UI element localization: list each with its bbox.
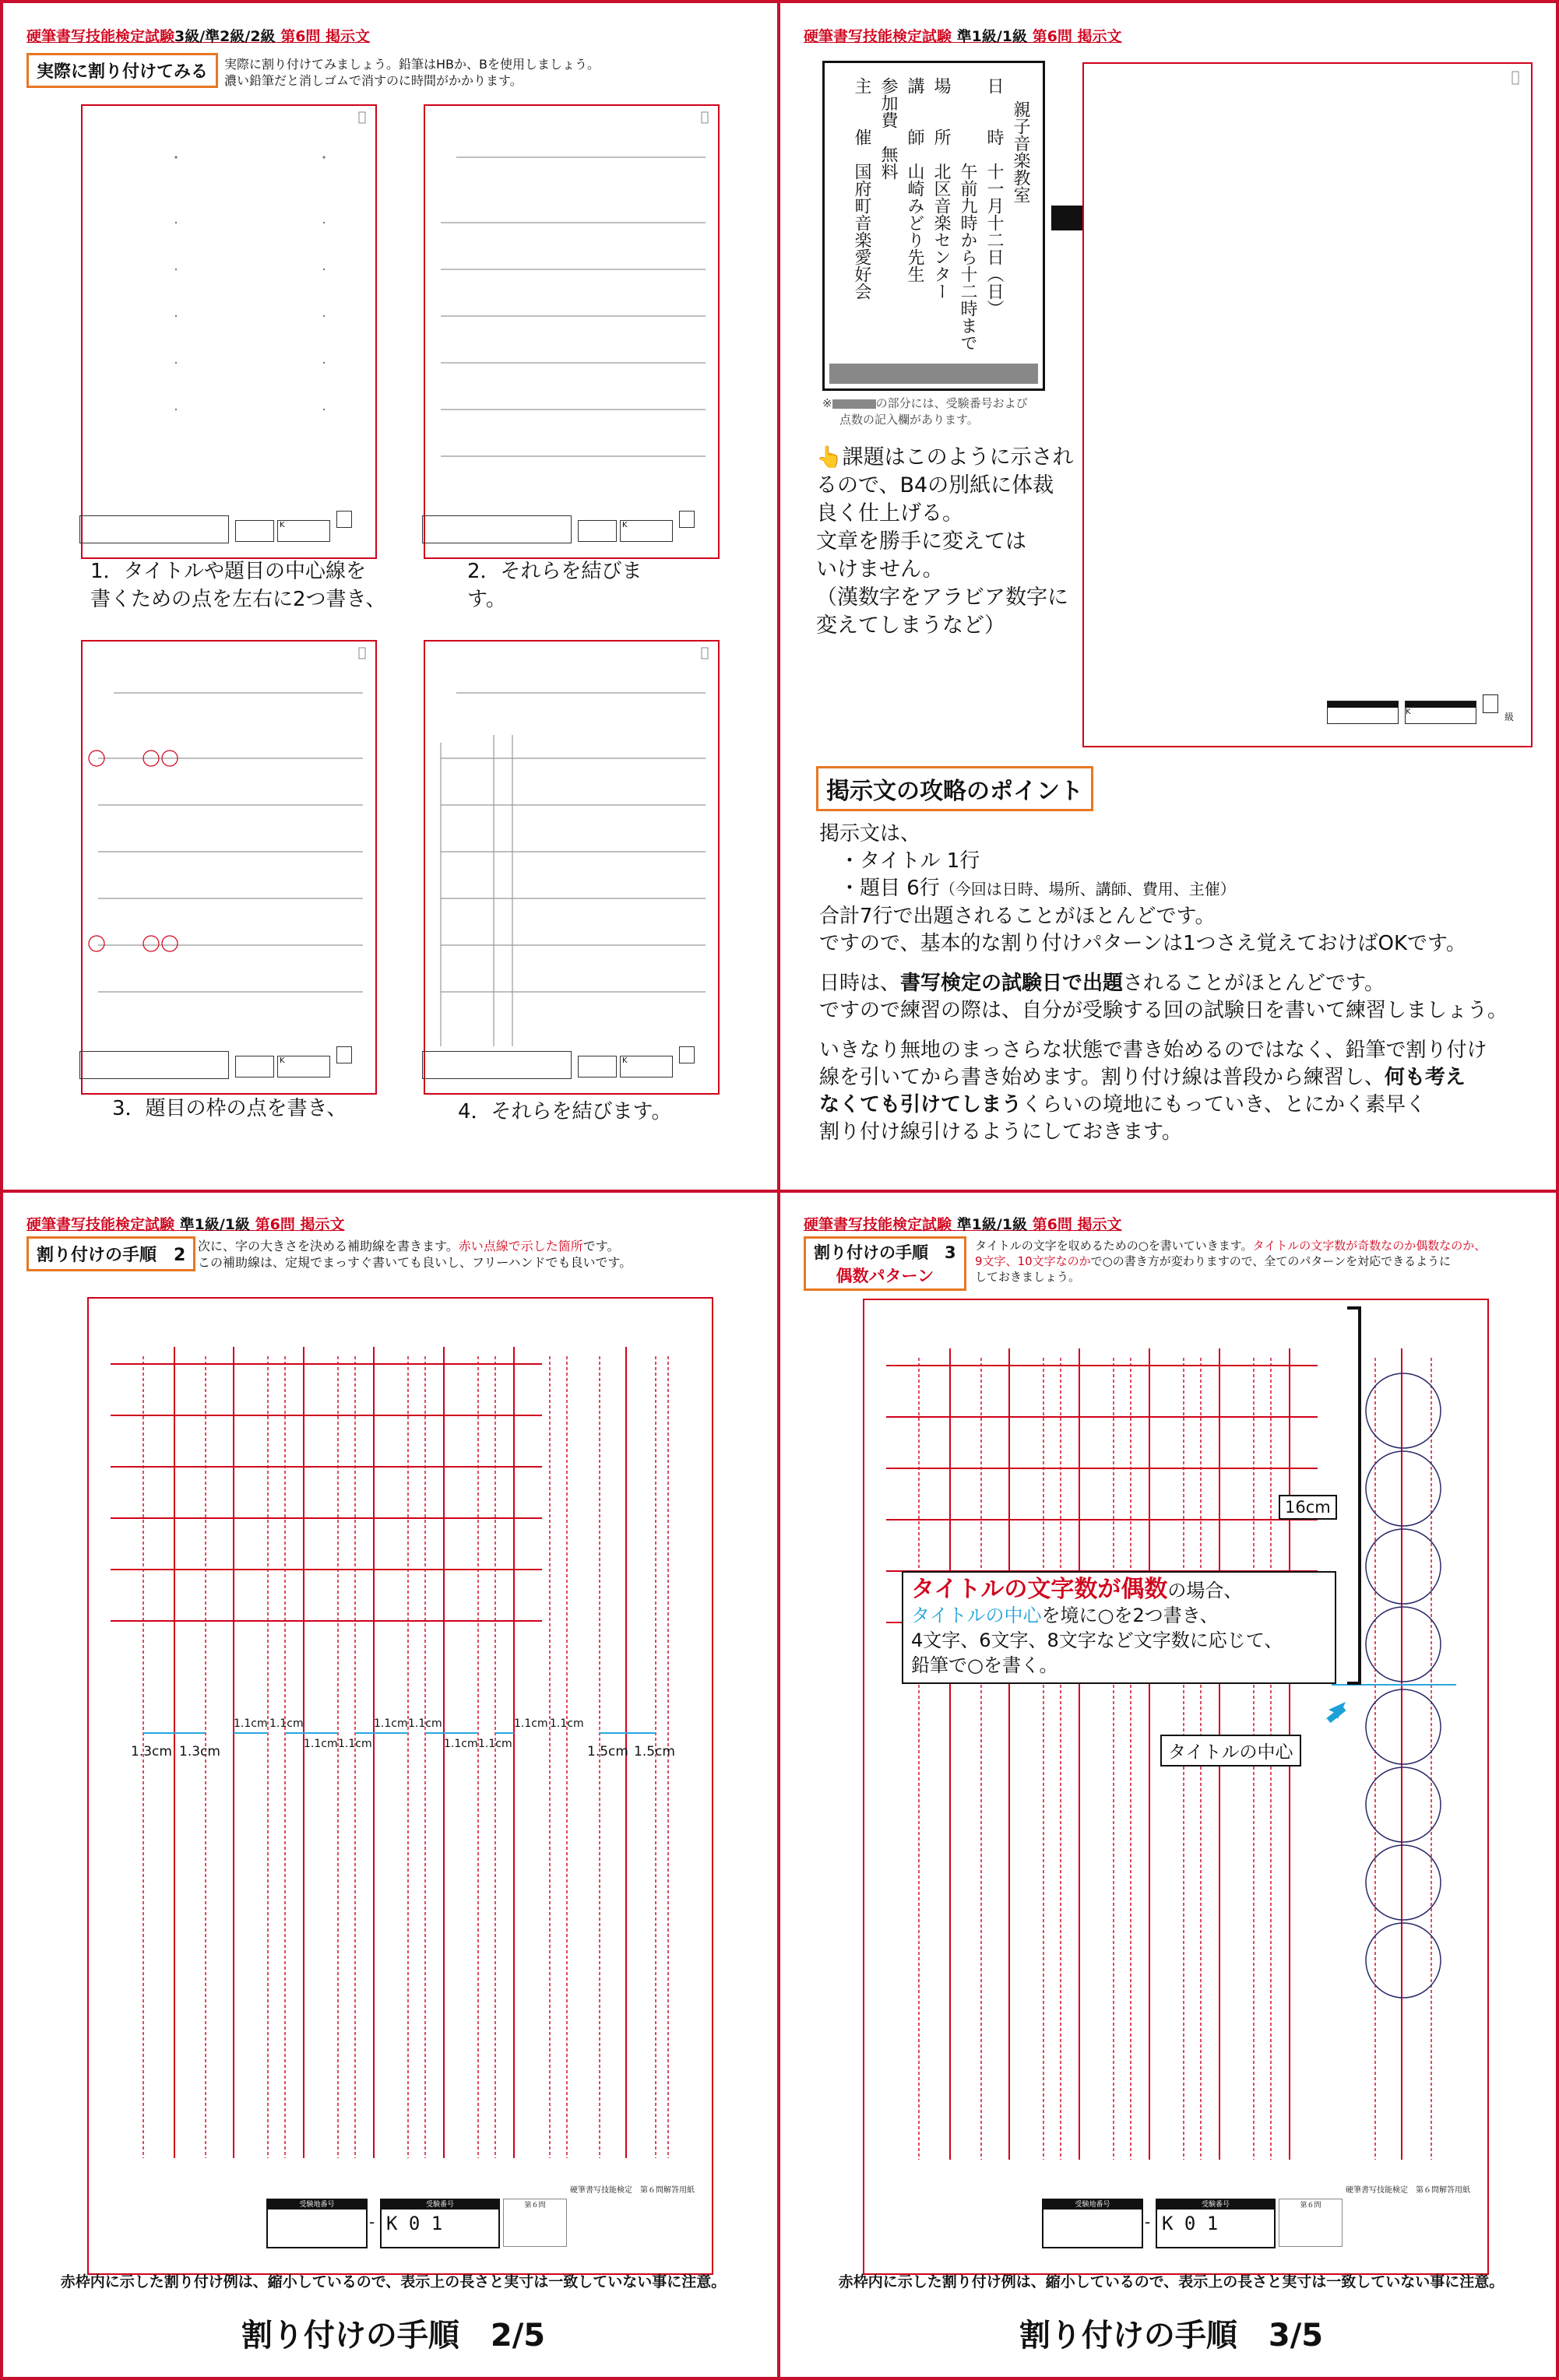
caption-step-4: 4．それらを結びます。 bbox=[458, 1100, 672, 1123]
intro-text: 実際に割り付けてみましょう。鉛筆はHBか、Bを使用しましょう。 濃い鉛筆だと消しゴムで消すのに時間がかかります。 bbox=[224, 57, 600, 88]
description-line: 文章を勝手に変えては bbox=[816, 529, 1026, 554]
caption-step-2: 2．それらを結びま す。 bbox=[467, 560, 642, 611]
caption-step-1: 1．タイトルや題目の中心線を 書くための点を左右に2つ書き、 bbox=[90, 560, 386, 611]
notice-line: 講 師 山崎みどり先生 bbox=[905, 77, 924, 283]
description-line: （漢数字をアラビア数字に bbox=[816, 585, 1068, 610]
section-label: 割り付けの手順 3 偶数パターン bbox=[804, 1236, 966, 1291]
section-label: 割り付けの手順 2 bbox=[26, 1236, 195, 1271]
panel-header: 硬筆書写技能検定試験 準1級/1級 第6問 掲示文 bbox=[804, 1216, 1122, 1233]
measure-label: 1.3cm bbox=[131, 1744, 172, 1760]
notice-line: 日 時 十一月十二日（日） bbox=[984, 77, 1004, 317]
measure-label: 1.1cm bbox=[514, 1717, 548, 1730]
point-title: 掲示文の攻略のポイント bbox=[816, 766, 1093, 811]
layout-example-sheet bbox=[87, 1297, 713, 2275]
center-label: タイトルの中心 bbox=[1160, 1735, 1301, 1767]
dimension-label: 16cm bbox=[1279, 1495, 1337, 1520]
answer-form: K 級 bbox=[1327, 691, 1514, 733]
practice-sheet-3 bbox=[81, 640, 377, 1095]
description-line: るので、B4の別紙に体裁 bbox=[816, 473, 1054, 497]
notice-line: 午前九時から十二時まで bbox=[958, 77, 977, 351]
measure-label: 1.1cm bbox=[550, 1717, 584, 1730]
point-text: 掲示文は、 ・タイトル 1行 ・題目 6行（今回は日時、場所、講師、費用、主催） 合計7行で出題されることがほとんどです。 ですので、基本的な割り付けパターンは1つさえ覚えておけばOKです。 日時は、書写検定の試験日で出題されることがほとんどです。 ですので練習の際は、自分が受験する回の試験日を書いて練習しましょう。 いきなり無地のまっさらな状態で書き始めるのではなく、鉛筆で割り付け 線を引いてから書き始めます。割り付け線は普段から練習し、何も考え なくても引けてしまうくらいの境地にもっていき、とにかく素早く 割り付け線引けるようにしておきます。 bbox=[819, 822, 1508, 1144]
measure-label: 1.1cm bbox=[234, 1717, 268, 1730]
explanation-callout: タイトルの文字数が偶数の場合、 タイトルの中心を境に○を2つ書き、 4文字、6文字、8文字など文字数に応じて、 鉛筆で○を書く。 bbox=[902, 1571, 1336, 1684]
layout-example-sheet bbox=[863, 1299, 1489, 2275]
scale-note: 赤枠内に示した割り付け例は、縮小しているので、表示上の長さと実寸は一致していない事に注意。 bbox=[60, 2273, 727, 2290]
scale-note: 赤枠内に示した割り付け例は、縮小しているので、表示上の長さと実寸は一致していない事に注意。 bbox=[838, 2273, 1504, 2290]
notice-line: 参加費 無料 bbox=[878, 77, 898, 180]
panel-header: 硬筆書写技能検定試験3級/準2級/2級 第6問 掲示文 bbox=[26, 28, 371, 45]
page-title: 割り付けの手順 2/5 bbox=[241, 2318, 546, 2354]
section-label: 実際に割り付けてみる bbox=[26, 53, 218, 88]
practice-sheet-2 bbox=[424, 104, 720, 559]
notice-sample bbox=[822, 61, 1045, 391]
task-description bbox=[816, 444, 1074, 640]
panel-step-3 bbox=[777, 1190, 1559, 2380]
guideline-drawing bbox=[89, 1299, 712, 2273]
answer-form: 硬筆書写技能検定 第６問解答用紙 受験地番号 - 受験番号 K 0 1 第６問 bbox=[266, 2183, 702, 2262]
guideline-drawing bbox=[864, 1300, 1487, 2273]
practice-sheet-4 bbox=[424, 640, 720, 1095]
intro-text: 次に、字の大きさを決める補助線を書きます。赤い点線で示した箇所です。 この補助線は、定規でまっすぐ書いても良いし、フリーハンドでも良いです。 bbox=[198, 1239, 632, 1270]
measure-label: 1.1cm bbox=[304, 1738, 338, 1750]
notice-text bbox=[848, 77, 1033, 351]
description-line: 👆課題はこのように示され bbox=[816, 445, 1074, 469]
panel-header: 硬筆書写技能検定試験 準1級/1級 第6問 掲示文 bbox=[26, 1216, 345, 1233]
description-line: いけません。 bbox=[816, 557, 944, 582]
measure-label: 1.3cm bbox=[179, 1744, 220, 1760]
notice-footnote: ※ の部分には、受験番号および 点数の記入欄があります。 bbox=[822, 396, 1028, 427]
caption-step-3: 3．題目の枠の点を書き、 bbox=[112, 1097, 347, 1120]
measure-label: 1.1cm bbox=[408, 1717, 442, 1730]
practice-sheet-1 bbox=[81, 104, 377, 559]
measure-label: 1.1cm bbox=[444, 1738, 478, 1750]
b4-answer-sheet bbox=[1082, 62, 1533, 747]
intro-text: タイトルの文字を収めるための○を書いていきます。タイトルの文字数が奇数なのか偶数なのか、 9文字、10文字なのかで○の書き方が変わりますので、全てのパターンを対応できるように しておきましょう。 bbox=[975, 1239, 1487, 1284]
answer-form: K bbox=[79, 511, 368, 547]
measure-label: 1.1cm bbox=[478, 1738, 512, 1750]
panel-header: 硬筆書写技能検定試験 準1級/1級 第6問 掲示文 bbox=[804, 28, 1122, 45]
notice-line: 場 所 北区音楽センター bbox=[931, 77, 951, 300]
measure-label: 1.1cm bbox=[269, 1717, 304, 1730]
measure-label: 1.1cm bbox=[374, 1717, 408, 1730]
answer-form: K bbox=[422, 511, 710, 547]
panel-overview bbox=[777, 0, 1559, 1193]
answer-form: 硬筆書写技能検定 第６問解答用紙 受験地番号 - 受験番号 K 0 1 第６問 bbox=[1042, 2183, 1478, 2262]
page-title: 割り付けの手順 3/5 bbox=[1019, 2318, 1324, 2354]
measure-label: 1.5cm bbox=[634, 1744, 675, 1760]
measure-label: 1.1cm bbox=[338, 1738, 372, 1750]
measure-label: 1.5cm bbox=[587, 1744, 628, 1760]
notice-shaded-bar bbox=[829, 364, 1038, 384]
description-line: 良く仕上げる。 bbox=[816, 501, 963, 526]
panel-step-2 bbox=[0, 1190, 780, 2380]
notice-line: 親子音楽教室 bbox=[1011, 100, 1030, 203]
notice-line: 主 催 国府町音楽愛好会 bbox=[852, 77, 871, 300]
answer-form: K bbox=[422, 1046, 710, 1082]
answer-form: K bbox=[79, 1046, 368, 1082]
panel-practice bbox=[0, 0, 780, 1193]
description-line: 変えてしまうなど） bbox=[816, 613, 1005, 638]
